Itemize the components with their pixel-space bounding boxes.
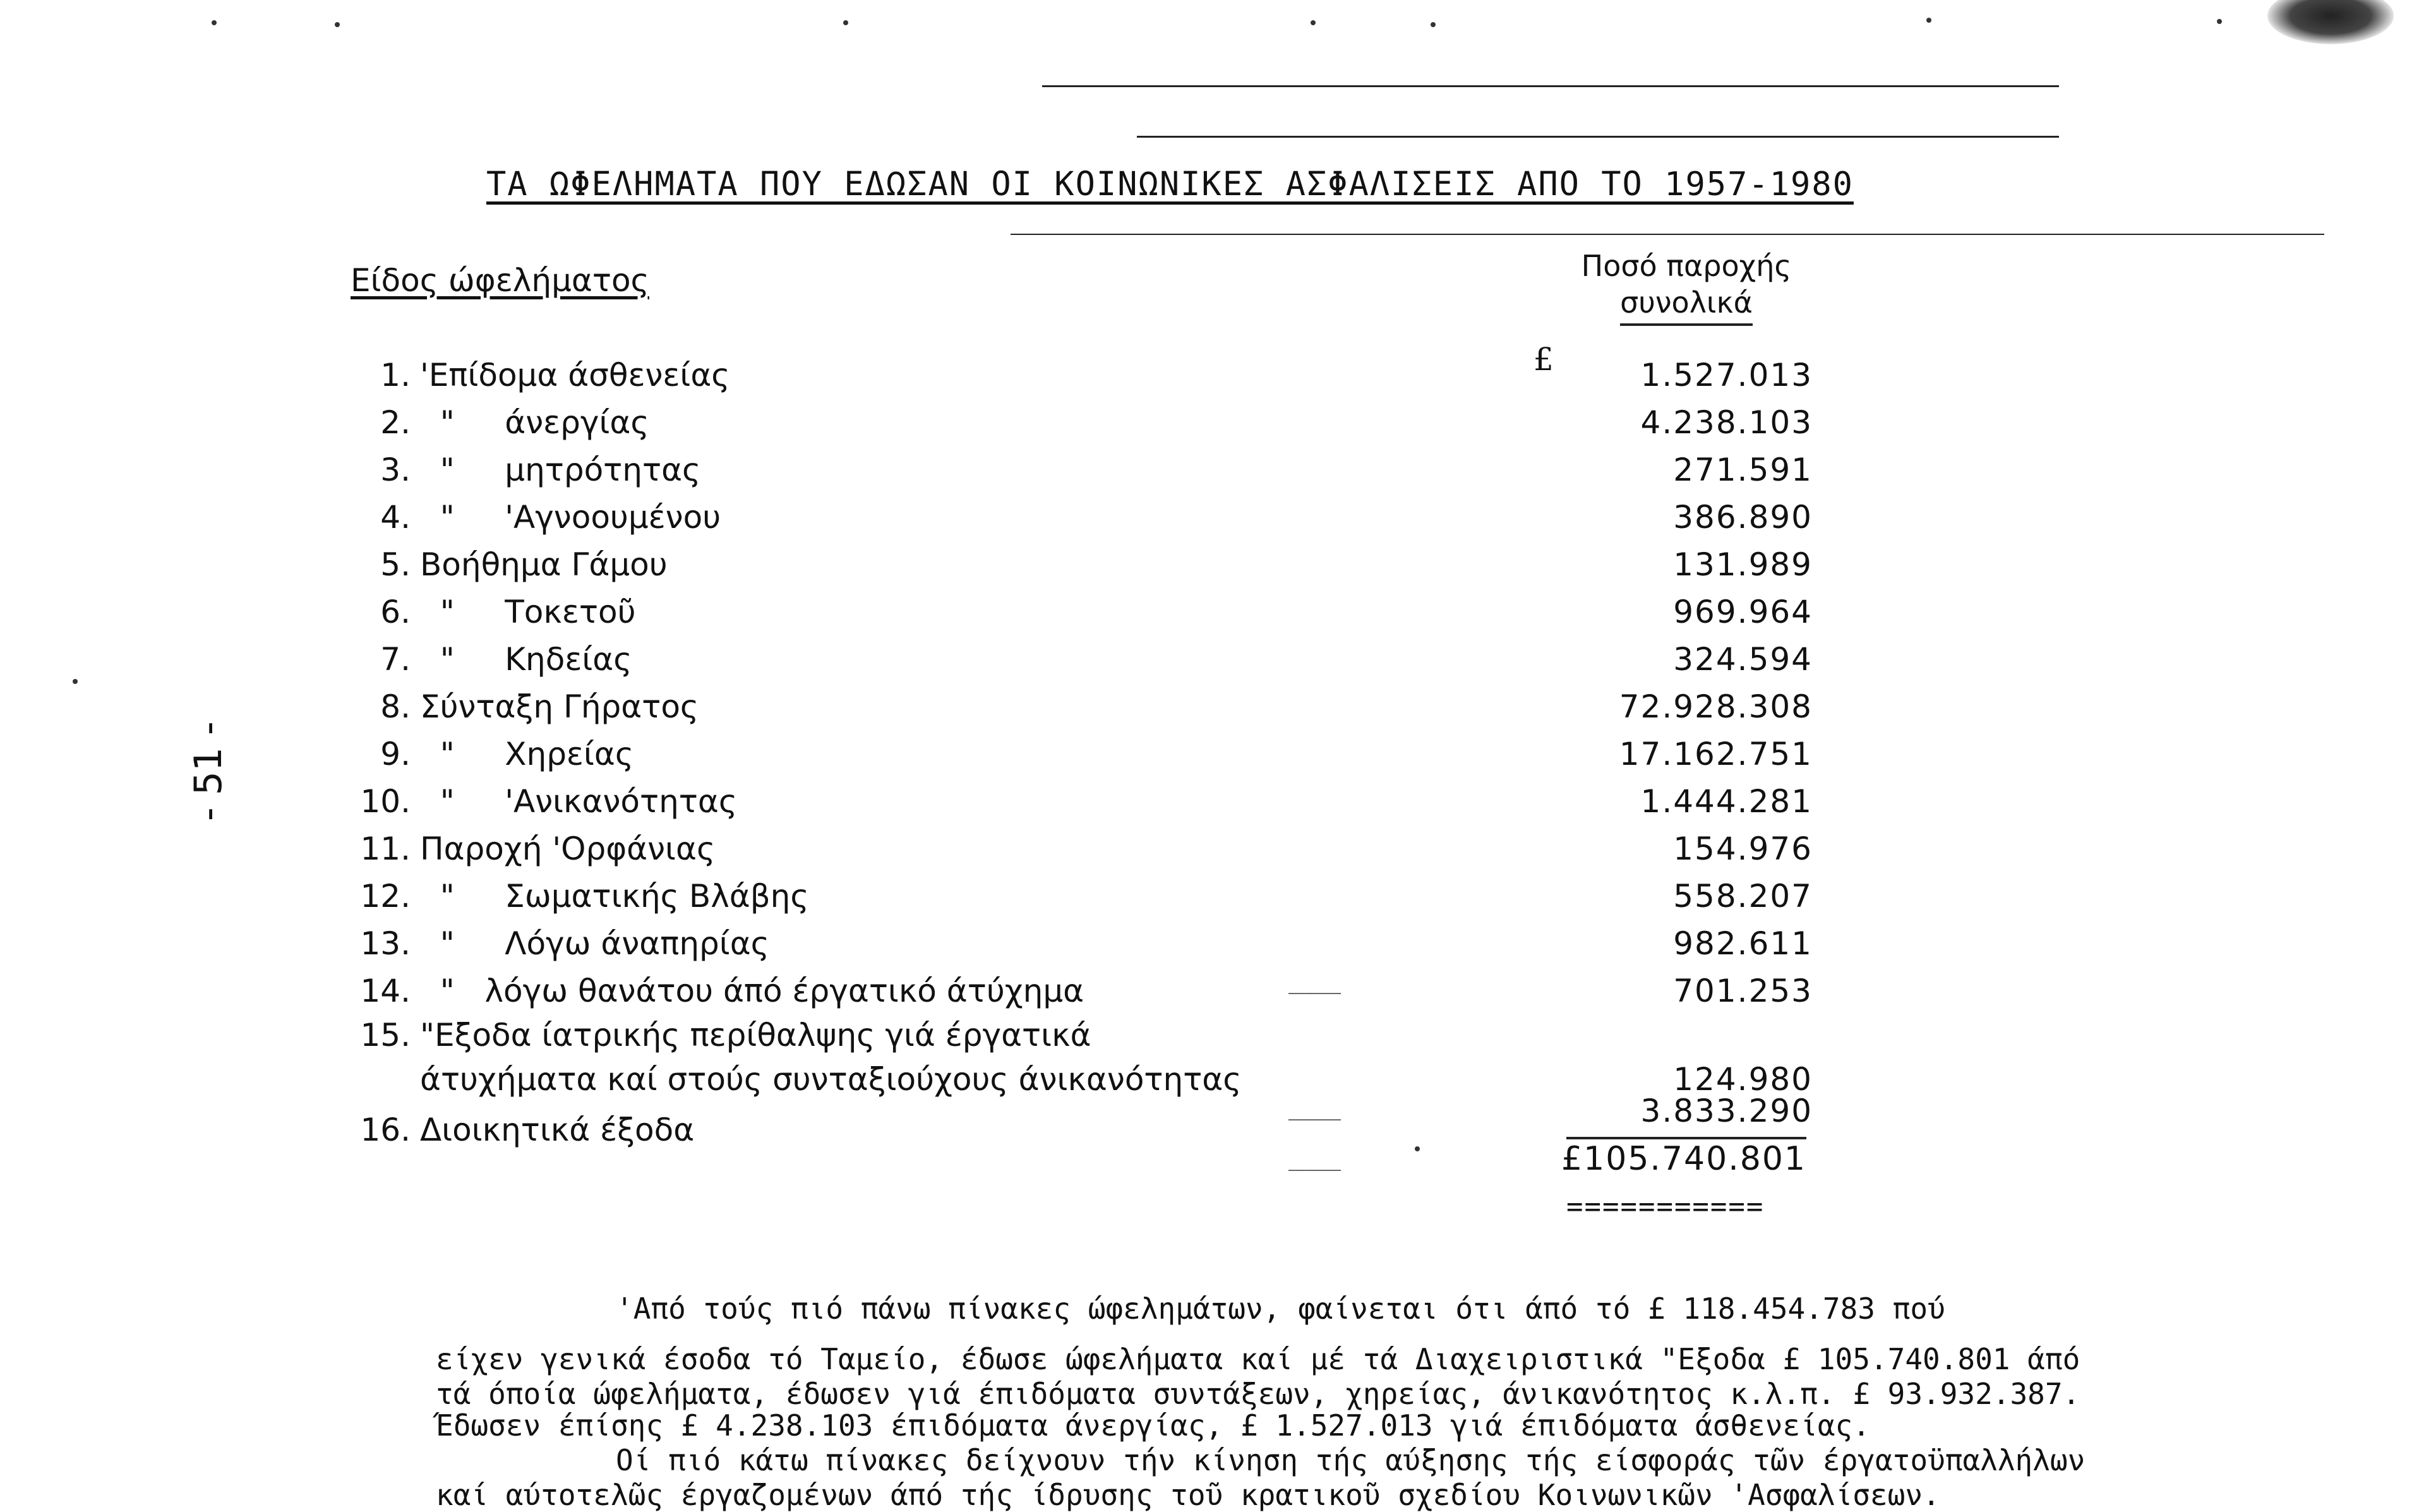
speck [1431,22,1436,27]
row-label: " 'Ανικανότητας [420,783,738,820]
row-amount: 701.253 [1673,973,1813,1009]
row-label: Σύνταξη Γήρατος [420,688,699,725]
row-amount: 982.611 [1673,925,1813,962]
row-number: 8. [380,688,411,725]
header-rule [1042,85,2059,87]
paragraph-line: Έδωσεν έπίσης £ 4.238.103 έπιδόματα άνεργίας, £ 1.527.013 γιά έπιδόματα άσθενείας. [436,1408,1870,1443]
table-row [341,688,1813,733]
table-row [341,878,1813,922]
currency-symbol: £ [1534,341,1554,378]
row-label: " Λόγω άναπηρίας [420,925,770,962]
row-amount: 3.833.290 [1640,1093,1813,1129]
row-label: Διοικητικά έξοδα [420,1112,695,1148]
row-amount: 1.444.281 [1640,783,1813,820]
row-label-continued: άτυχήματα καί στούς συνταξιούχους άνικανότητας [420,1061,1242,1098]
column-header-amount-line1: Ποσό παροχής [1581,249,1792,283]
table-row [341,594,1813,638]
column-header-amount [1566,248,1806,326]
header-rule [1011,234,2324,235]
row-amount: 558.207 [1673,878,1813,915]
row-label: " 'Αγνοουμένου [420,499,721,536]
row-number: 16. [360,1112,411,1148]
ink-stain [2267,0,2394,44]
row-number: 11. [360,831,411,867]
row-number: 1. [380,357,411,393]
speck [843,20,848,25]
row-label: " μητρότητας [420,452,701,488]
speck [2217,19,2222,24]
row-label: " Σωματικής Βλάβης [420,878,809,915]
row-number: 9. [380,736,411,772]
row-amount: 4.238.103 [1640,404,1813,441]
row-number: 3. [380,452,411,488]
column-header-benefit-type: Είδος ώφελήματος [351,262,649,299]
speck [212,20,217,25]
speck [1311,20,1316,25]
row-number: 15. [360,1017,411,1053]
table-row [341,357,1813,401]
row-label: " άνεργίας [420,404,649,441]
row-number: 4. [380,499,411,536]
paragraph-line: Οί πιό κάτω πίνακες δείχνουν τήν κίνηση τής αύξησης τής είσφοράς τῶν έργατοϋπαλλήλων [616,1443,2086,1477]
row-amount: 131.989 [1673,546,1813,583]
table-row [341,1017,1813,1105]
paragraph-line: είχεν γενικά έσοδα τό Ταμείο, έδωσε ώφελήματα καί μέ τά Διαχειριστικά "Εξοδα £ 105.740.801 άπό [436,1342,2080,1376]
row-label: 'Επίδομα άσθενείας [420,357,730,393]
table-row [341,452,1813,496]
row-amount: 271.591 [1673,452,1813,488]
row-number: 2. [380,404,411,441]
row-label: " λόγω θανάτου άπό έργατικό άτύχημα [420,973,1084,1009]
paragraph-line: καί αύτοτελῶς έργαζομένων άπό τής ίδρυσης τοῦ κρατικοῦ σχεδίου Κοινωνικῶν 'Ασφαλίσεων. [436,1478,1940,1512]
paragraph-line: τά όποία ώφελήματα, έδωσεν γιά έπιδόματα συντάξεων, χηρείας, άνικανότητος κ.λ.π. £ 93.932.387. [436,1377,2080,1411]
page-title: ΤΑ ΩΦΕΛΗΜΑΤΑ ΠΟΥ ΕΔΩΣΑΝ ΟΙ ΚΟΙΝΩΝΙΚΕΣ ΑΣΦΑΛΙΣΕΙΣ ΑΠΟ ΤΟ 1957-1980 [486,165,1854,203]
row-number: 6. [380,594,411,630]
page-number: - 51 - [186,721,231,821]
row-number: 5. [380,546,411,583]
table-row [341,973,1813,1017]
speck [73,679,78,684]
table-row [341,783,1813,827]
row-amount: 72.928.308 [1619,688,1813,725]
row-number: 7. [380,641,411,678]
row-label: Βοήθημα Γάμου [420,546,668,583]
row-label: " Κηδείας [420,641,632,678]
row-amount: 17.162.751 [1619,736,1813,772]
sum-rule [1566,1137,1806,1139]
paragraph-line: 'Από τούς πιό πάνω πίνακες ώφελημάτων, φαίνεται ότι άπό τό £ 118.454.783 πού [616,1292,1945,1326]
dash-mark: ___ [1288,960,1342,994]
row-number: 12. [360,878,411,915]
column-header-amount-line2: συνολικά [1620,284,1753,326]
total-double-underline: =========== [1566,1191,1765,1223]
row-label: " Χηρείας [420,736,634,772]
header-rule [1137,136,2059,138]
table-row [341,546,1813,591]
row-amount: 124.980 [1673,1061,1813,1098]
table-row [341,925,1813,969]
table-row [341,736,1813,780]
row-label: " Τοκετοῦ [420,594,636,630]
row-amount: 154.976 [1673,831,1813,867]
row-amount: 324.594 [1673,641,1813,678]
speck [335,22,340,27]
table-row [341,499,1813,543]
row-number: 13. [360,925,411,962]
speck [1926,18,1931,23]
total-amount: £105.740.801 [1561,1140,1806,1178]
row-amount: 1.527.013 [1640,357,1813,393]
row-label: "Εξοδα ίατρικής περίθαλψης γιά έργατικά [420,1017,1091,1053]
row-amount: 969.964 [1673,594,1813,630]
row-number: 10. [360,783,411,820]
table-row [341,641,1813,685]
row-label: Παροχή 'Ορφάνιας [420,831,716,867]
row-amount: 386.890 [1673,499,1813,536]
row-number: 14. [360,973,411,1009]
dash-mark: ___ [1288,1086,1342,1120]
dash-mark: ___ [1288,1137,1342,1171]
table-row [341,831,1813,875]
table-row [341,404,1813,448]
